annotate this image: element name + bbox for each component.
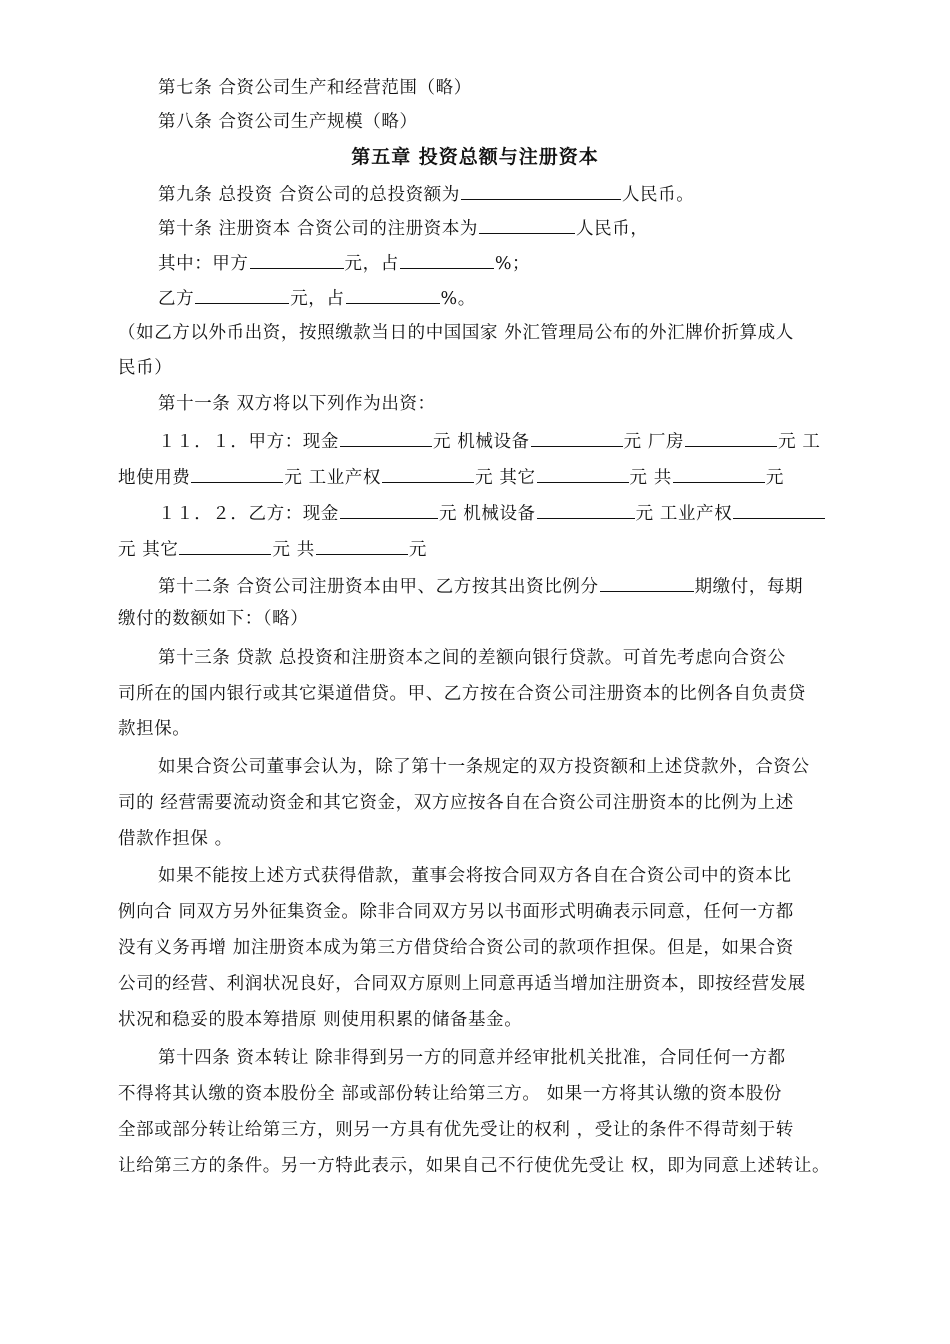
party-b-equipment-blank xyxy=(537,500,635,519)
party-b-amount-blank xyxy=(195,285,289,304)
party-a-label: 其中：甲方 xyxy=(158,254,249,274)
party-b-total-unit: 元 xyxy=(408,540,427,560)
article-10 xyxy=(158,215,648,241)
party-a-equipment-label: 元 机械设备 xyxy=(433,432,530,452)
article-9-suffix: 人民币。 xyxy=(621,185,695,205)
chapter-heading: 第五章 投资总额与注册资本 xyxy=(351,146,599,168)
party-b-equipment-label: 元 机械设备 xyxy=(439,504,536,524)
party-a-land-fee-blank xyxy=(191,464,283,483)
party-b-mid: 元，占 xyxy=(290,289,345,309)
paragraph-1-line-3: 借款作担保 。 xyxy=(118,829,233,849)
party-a-share xyxy=(158,250,530,276)
article-14-line-4: 让给第三方的条件。另一方特此表示，如果自己不行使优先受让 权，即为同意上述转让。 xyxy=(118,1156,831,1176)
article-10-suffix: 人民币， xyxy=(576,219,649,239)
party-a-total-unit: 元 xyxy=(765,468,785,488)
article-14-line-2: 不得将其认缴的资本股份全 部或部份转让给第三方。 如果一方将其认缴的资本股份 xyxy=(118,1084,782,1104)
party-a-other-label: 元 其它 xyxy=(475,468,536,488)
article-11-2-line-2 xyxy=(118,536,427,562)
article-13-line-2: 司所在的国内银行或其它渠道借贷。甲、乙方按在合资公司注册资本的比例各自负责贷 xyxy=(118,684,806,704)
paragraph-1-line-1: 如果合资公司董事会认为，除了第十一条规定的双方投资额和上述贷款外，合资公 xyxy=(158,757,810,777)
article-11-1-line-1 xyxy=(158,428,821,454)
party-b-other-blank xyxy=(179,536,271,555)
party-b-cash-label: １１．２．乙方：现金 xyxy=(158,504,339,524)
party-a-ip-blank xyxy=(382,464,474,483)
article-12-line-1 xyxy=(158,573,803,599)
article-11-2-line-1 xyxy=(158,500,826,526)
article-9-text: 第九条 总投资 合资公司的总投资额为 xyxy=(158,185,460,205)
article-12-text: 第十二条 合资公司注册资本由甲、乙方按其出资比例分 xyxy=(158,577,599,597)
paragraph-2-line-4: 公司的经营、利润状况良好，合同双方原则上同意再适当增加注册资本，即按经营发展 xyxy=(118,974,806,994)
party-a-amount-blank xyxy=(250,250,344,269)
party-b-total-blank xyxy=(316,536,408,555)
article-8: 第八条 合资公司生产规模（略） xyxy=(158,112,418,132)
registered-capital-blank xyxy=(479,215,575,234)
total-investment-blank xyxy=(461,181,621,200)
paragraph-2-line-2: 例向合 同双方另外征集资金。除非合同双方另以书面形式明确表示同意，任何一方都 xyxy=(118,902,794,922)
party-a-plant-blank xyxy=(685,428,777,447)
paragraph-2-line-5: 状况和稳妥的股本筹措原 则使用积累的储备基金。 xyxy=(118,1010,523,1030)
currency-note-line-1: （如乙方以外币出资，按照缴款当日的中国国家 外汇管理局公布的外汇牌价折算成人 xyxy=(118,323,794,343)
party-a-plant-label: 元 厂房 xyxy=(623,432,685,452)
party-b-suffix: %。 xyxy=(440,289,476,309)
party-b-ip-label: 元 工业产权 xyxy=(635,504,733,524)
party-a-total-label: 元 共 xyxy=(629,468,672,488)
paragraph-2-line-1: 如果不能按上述方式获得借款，董事会将按合同双方各自在合资公司中的资本比 xyxy=(158,866,792,886)
party-b-total-label: 元 共 xyxy=(272,540,315,560)
currency-note-line-2: 民币） xyxy=(118,358,173,378)
party-b-label: 乙方 xyxy=(158,289,195,309)
party-b-other-label: 元 其它 xyxy=(118,540,179,560)
party-a-cash-blank xyxy=(340,428,432,447)
article-10-text: 第十条 注册资本 合资公司的注册资本为 xyxy=(158,219,479,239)
article-11: 第十一条 双方将以下列作为出资： xyxy=(158,394,436,414)
party-b-cash-blank xyxy=(340,500,438,519)
article-12-suffix: 期缴付，每期 xyxy=(694,577,804,597)
party-a-land-label: 元 工 xyxy=(778,432,821,452)
article-11-1-line-2 xyxy=(118,464,784,490)
party-a-equipment-blank xyxy=(531,428,623,447)
party-a-suffix: %； xyxy=(494,254,531,274)
party-a-other-blank xyxy=(537,464,629,483)
installments-blank xyxy=(600,573,694,592)
party-b-share xyxy=(158,285,476,311)
article-12-line-2: 缴付的数额如下：（略） xyxy=(118,609,309,629)
paragraph-2-line-3: 没有义务再增 加注册资本成为第三方借贷给合资公司的款项作担保。但是，如果合资 xyxy=(118,938,794,958)
party-b-ip-blank xyxy=(733,500,825,519)
article-14-line-1: 第十四条 资本转让 除非得到另一方的同意并经审批机关批准，合同任何一方都 xyxy=(158,1048,786,1068)
party-b-percent-blank xyxy=(346,285,440,304)
party-a-mid: 元，占 xyxy=(344,254,399,274)
party-a-land-fee-label: 地使用费 xyxy=(118,468,191,488)
article-13-line-1: 第十三条 贷款 总投资和注册资本之间的差额向银行贷款。可首先考虑向合资公 xyxy=(158,648,786,668)
article-13-line-3: 款担保。 xyxy=(118,719,191,739)
article-9 xyxy=(158,181,694,207)
party-a-ip-label: 元 工业产权 xyxy=(284,468,382,488)
article-7: 第七条 合资公司生产和经营范围（略） xyxy=(158,78,472,98)
party-a-cash-label: １１．１．甲方：现金 xyxy=(158,432,339,452)
article-14-line-3: 全部或部分转让给第三方，则另一方具有优先受让的权利 ，受让的条件不得苛刻于转 xyxy=(118,1120,794,1140)
party-a-percent-blank xyxy=(400,250,494,269)
party-a-total-blank xyxy=(673,464,765,483)
paragraph-1-line-2: 司的 经营需要流动资金和其它资金，双方应按各自在合资公司注册资本的比例为上述 xyxy=(118,793,794,813)
